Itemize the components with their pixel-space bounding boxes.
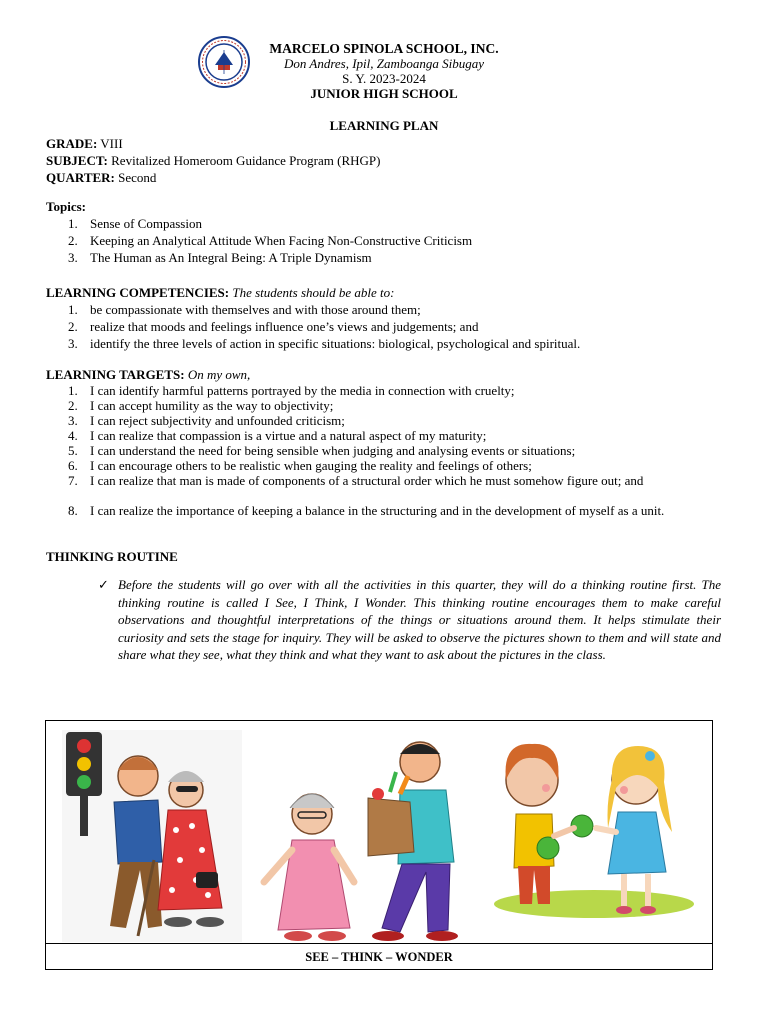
subject-value: Revitalized Homeroom Guidance Program (RHGP) (111, 153, 381, 168)
quarter-line (46, 169, 156, 186)
sharing-apples-illustration (488, 732, 700, 922)
subject-label: SUBJECT: (46, 153, 108, 168)
routine-text: Before the students will go over with all the activities in this quarter, they will do a thinking routine first. The thinking routine is called I See, I Think, I Wonder. This thinking routine encourages them to make careful observations and thoughtful interpretations of the things or situations around them. It helps stimulate their curiosity and sets the stage for inquiry. They will be asked to observe the pictures shown to them and will state and share what they see, what they think and what they want to ask about the pictures in the class. (118, 577, 721, 663)
list-item: 1. be compassionate with themselves and with those around them; (68, 302, 421, 317)
quarter-label: QUARTER: (46, 170, 115, 185)
competencies-title: LEARNING COMPETENCIES: The students should be able to: (46, 285, 395, 300)
grade-value: VIII (100, 136, 123, 151)
routine-title: THINKING ROUTINE (46, 549, 178, 564)
list-item: 4. I can realize that compassion is a virtue and a natural aspect of my maturity; (68, 428, 487, 443)
list-item: 2. Keeping an Analytical Attitude When Facing Non-Constructive Criticism (68, 233, 473, 248)
grade-line (46, 135, 123, 152)
caption-divider (45, 943, 713, 944)
document-title: LEARNING PLAN (329, 118, 439, 133)
list-item: 2. realize that moods and feelings influence one’s views and judgements; and (68, 319, 479, 334)
list-item: 1. I can identify harmful patterns portrayed by the media in connection with cruelty; (68, 383, 515, 398)
subject-line (46, 152, 380, 169)
competencies-list (46, 301, 726, 352)
list-item: 5. I can understand the need for being sensible when judging and analysing events or situations; (68, 443, 576, 458)
topics-title: Topics: (46, 199, 86, 214)
list-item: 3. identify the three levels of action in specific situations: biological, psychological and spiritual. (68, 336, 581, 351)
list-item: 7. I can realize that man is made of components of a structural order which he must somehow figure out; and (68, 473, 644, 488)
quarter-value: Second (118, 170, 157, 185)
list-item: 1. Sense of Compassion (68, 216, 202, 231)
school-seal-icon (198, 36, 250, 88)
list-item: 2. I can accept humility as the way to objectivity; (68, 398, 334, 413)
list-item: 6. I can encourage others to be realistic when gauging the reality and feelings of others; (68, 458, 532, 473)
checkmark-icon: ✓ (98, 577, 109, 592)
figure-caption: SEE – THINK – WONDER (305, 950, 453, 964)
competencies-intro: The students should be able to: (232, 285, 395, 300)
list-item: 3. I can reject subjectivity and unfounded criticism; (68, 413, 345, 428)
list-item: 8. I can realize the importance of keeping a balance in the structuring and in the development of myself as a unit. (68, 503, 665, 518)
school-year: S. Y. 2023-2024 (342, 71, 426, 86)
targets-title: LEARNING TARGETS: On my own, (46, 367, 251, 382)
helping-carry-groceries-illustration (250, 732, 472, 946)
grade-label: GRADE: (46, 136, 98, 151)
targets-intro: On my own, (187, 367, 251, 382)
school-level: JUNIOR HIGH SCHOOL (310, 86, 458, 101)
school-address: Don Andres, Ipil, Zamboanga Sibugay (283, 56, 485, 71)
targets-list (46, 383, 722, 533)
topics-list (46, 215, 726, 266)
crossing-street-illustration (62, 730, 242, 942)
list-item: 3. The Human as An Integral Being: A Triple Dynamism (68, 250, 372, 265)
school-name: MARCELO SPINOLA SCHOOL, INC. (269, 41, 499, 56)
